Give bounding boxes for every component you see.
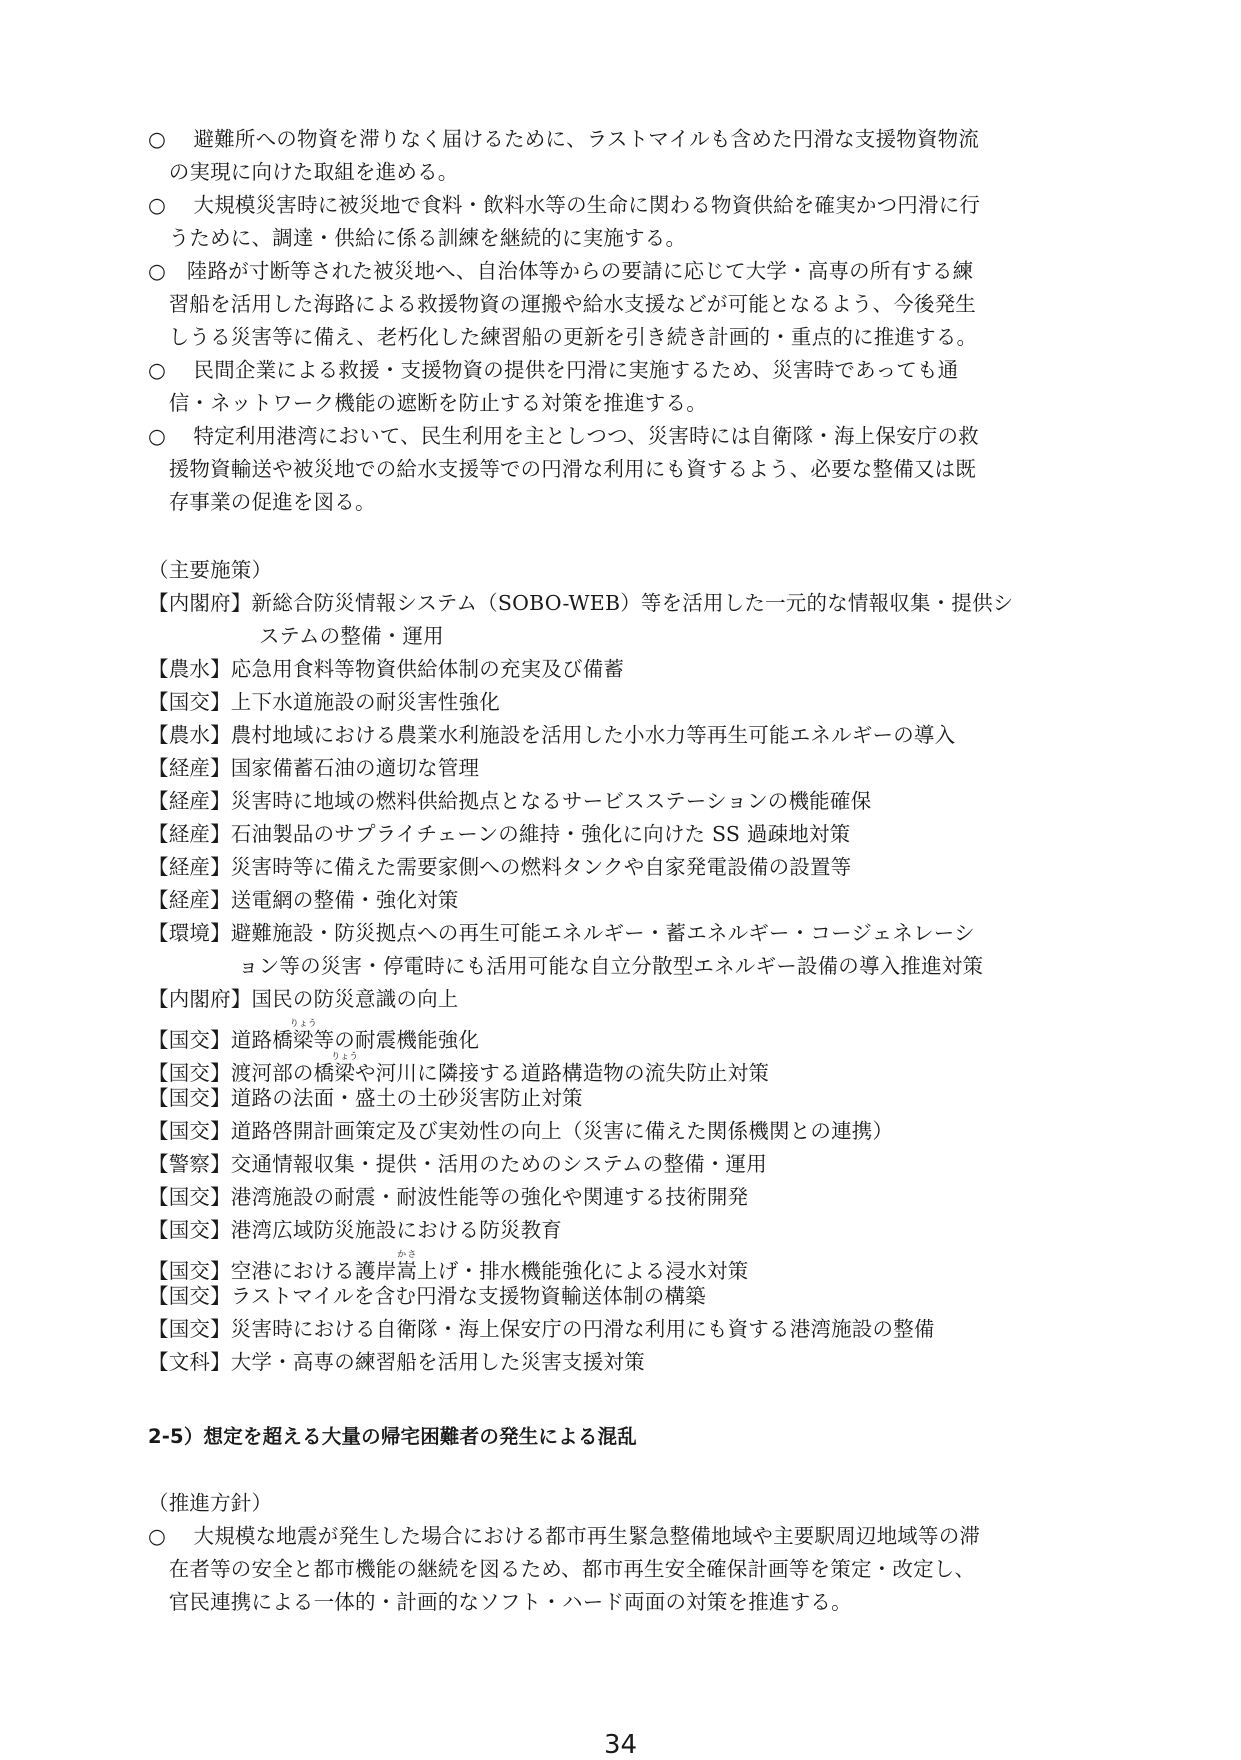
measure-text: 【国交】空港における護岸 xyxy=(148,1259,397,1283)
measure-item-continuation: ョン等の災害・停電時にも活用可能な自立分散型エネルギー設備の導入推進対策 xyxy=(238,954,984,978)
policy-bullet-line: ○ 大規模災害時に被災地で食料・飲料水等の生命に関わる物資供給を確実かつ円滑に行 xyxy=(148,193,981,217)
measure-text: 【国交】渡河部の橋 xyxy=(148,1061,335,1085)
measure-item: 【国交】上下水道施設の耐災害性強化 xyxy=(148,690,500,714)
policy-bullet-line: 存事業の促進を図る。 xyxy=(148,490,376,514)
measure-item: 【経産】国家備蓄石油の適切な管理 xyxy=(148,756,480,780)
policy-bullet-line: の実現に向けた取組を進める。 xyxy=(148,160,459,184)
page-number: 34 xyxy=(603,1730,638,1760)
policy-bullet-line: ○ 陸路が寸断等された被災地へ、自治体等からの要請に応じて大学・高専の所有する練 xyxy=(148,259,974,283)
measure-item xyxy=(148,1250,748,1284)
ruby-reading: かさ xyxy=(396,1250,418,1260)
furigana-word xyxy=(289,1019,317,1052)
policy-bullet-line: ○ 大規模な地震が発生した場合における都市再生緊急整備地域や主要駅周辺地域等の滞 xyxy=(148,1524,981,1548)
policy-heading: （推進方針） xyxy=(148,1491,273,1515)
ruby-reading: りょう xyxy=(289,1019,317,1029)
measure-item xyxy=(148,1052,769,1086)
main-measures-heading: （主要施策） xyxy=(148,558,273,582)
measure-item: 【環境】避難施設・防災拠点への再生可能エネルギー・蓄エネルギー・コージェネレーシ xyxy=(148,921,975,945)
measure-item-continuation: ステムの整備・運用 xyxy=(259,624,444,648)
measure-item: 【警察】交通情報収集・提供・活用のためのシステムの整備・運用 xyxy=(148,1152,767,1176)
measure-item: 【国交】災害時における自衛隊・海上保安庁の円滑な利用にも資する港湾施設の整備 xyxy=(148,1317,935,1341)
ruby-base: 嵩 xyxy=(396,1259,418,1283)
policy-bullet-line: 習船を活用した海路による救援物資の運搬や給水支援などが可能となるよう、今後発生 xyxy=(148,292,976,316)
policy-bullet-line: 信・ネットワーク機能の遮断を防止する対策を推進する。 xyxy=(148,391,707,415)
policy-bullet-line: 官民連携による一体的・計画的なソフト・ハード両面の対策を推進する。 xyxy=(148,1590,852,1614)
measure-item: 【国交】港湾広域防災施設における防災教育 xyxy=(148,1218,562,1242)
measure-item: 【経産】送電網の整備・強化対策 xyxy=(148,888,459,912)
measure-item: 【経産】災害時に地域の燃料供給拠点となるサービスステーションの機能確保 xyxy=(148,789,872,813)
policy-bullet-line: うために、調達・供給に係る訓練を継続的に実施する。 xyxy=(148,226,687,250)
measure-item: 【国交】港湾施設の耐震・耐波性能等の強化や関連する技術開発 xyxy=(148,1185,749,1209)
policy-bullet-line: しうる災害等に備え、老朽化した練習船の更新を引き続き計画的・重点的に推進する。 xyxy=(148,325,978,349)
measure-item: 【内閣府】新総合防災情報システム（SOBO-WEB）等を活用した一元的な情報収集・提供シ xyxy=(148,591,1014,615)
measure-item: 【経産】石油製品のサプライチェーンの維持・強化に向けた SS 過疎地対策 xyxy=(148,822,851,846)
measure-item: 【国交】ラストマイルを含む円滑な支援物資輸送体制の構築 xyxy=(148,1284,706,1308)
measure-item: 【内閣府】国民の防災意識の向上 xyxy=(148,987,459,1011)
policy-bullet-line: ○ 民間企業による救援・支援物資の提供を円滑に実施するため、災害時であっても通 xyxy=(148,358,959,382)
measure-item: 【農水】応急用食料等物資供給体制の充実及び備蓄 xyxy=(148,657,625,681)
measure-text: 上げ・排水機能強化による浸水対策 xyxy=(417,1259,749,1283)
measure-item: 【国交】道路の法面・盛土の土砂災害防止対策 xyxy=(148,1086,583,1110)
section-title: 2-5）想定を超える大量の帰宅困難者の発生による混乱 xyxy=(148,1425,637,1448)
policy-bullet-line: ○ 特定利用港湾において、民生利用を主としつつ、災害時には自衛隊・海上保安庁の救 xyxy=(148,424,979,448)
measure-text: や河川に隣接する道路構造物の流失防止対策 xyxy=(355,1061,770,1085)
measure-text: 等の耐震機能強化 xyxy=(313,1028,480,1052)
policy-bullet-line: ○ 避難所への物資を滞りなく届けるために、ラストマイルも含めた円滑な支援物資物流 xyxy=(148,127,980,151)
furigana-word xyxy=(396,1250,418,1283)
ruby-reading: りょう xyxy=(331,1052,359,1062)
measure-item xyxy=(148,1019,479,1053)
ruby-base: 梁 xyxy=(289,1028,317,1052)
measure-text: 【国交】道路橋 xyxy=(148,1028,293,1052)
measure-item: 【経産】災害時等に備えた需要家側への燃料タンクや自家発電設備の設置等 xyxy=(148,855,852,879)
measure-item: 【農水】農村地域における農業水利施設を活用した小水力等再生可能エネルギーの導入 xyxy=(148,723,956,747)
policy-bullet-line: 援物資輸送や被災地での給水支援等での円滑な利用にも資するよう、必要な整備又は既 xyxy=(148,457,976,481)
policy-bullet-line: 在者等の安全と都市機能の継続を図るため、都市再生安全確保計画等を策定・改定し、 xyxy=(148,1557,976,1581)
ruby-base: 梁 xyxy=(331,1061,359,1085)
measure-item: 【国交】道路啓開計画策定及び実効性の向上（災害に備えた関係機関との連携） xyxy=(148,1119,894,1143)
furigana-word xyxy=(331,1052,359,1085)
measure-item: 【文科】大学・高専の練習船を活用した災害支援対策 xyxy=(148,1350,645,1374)
